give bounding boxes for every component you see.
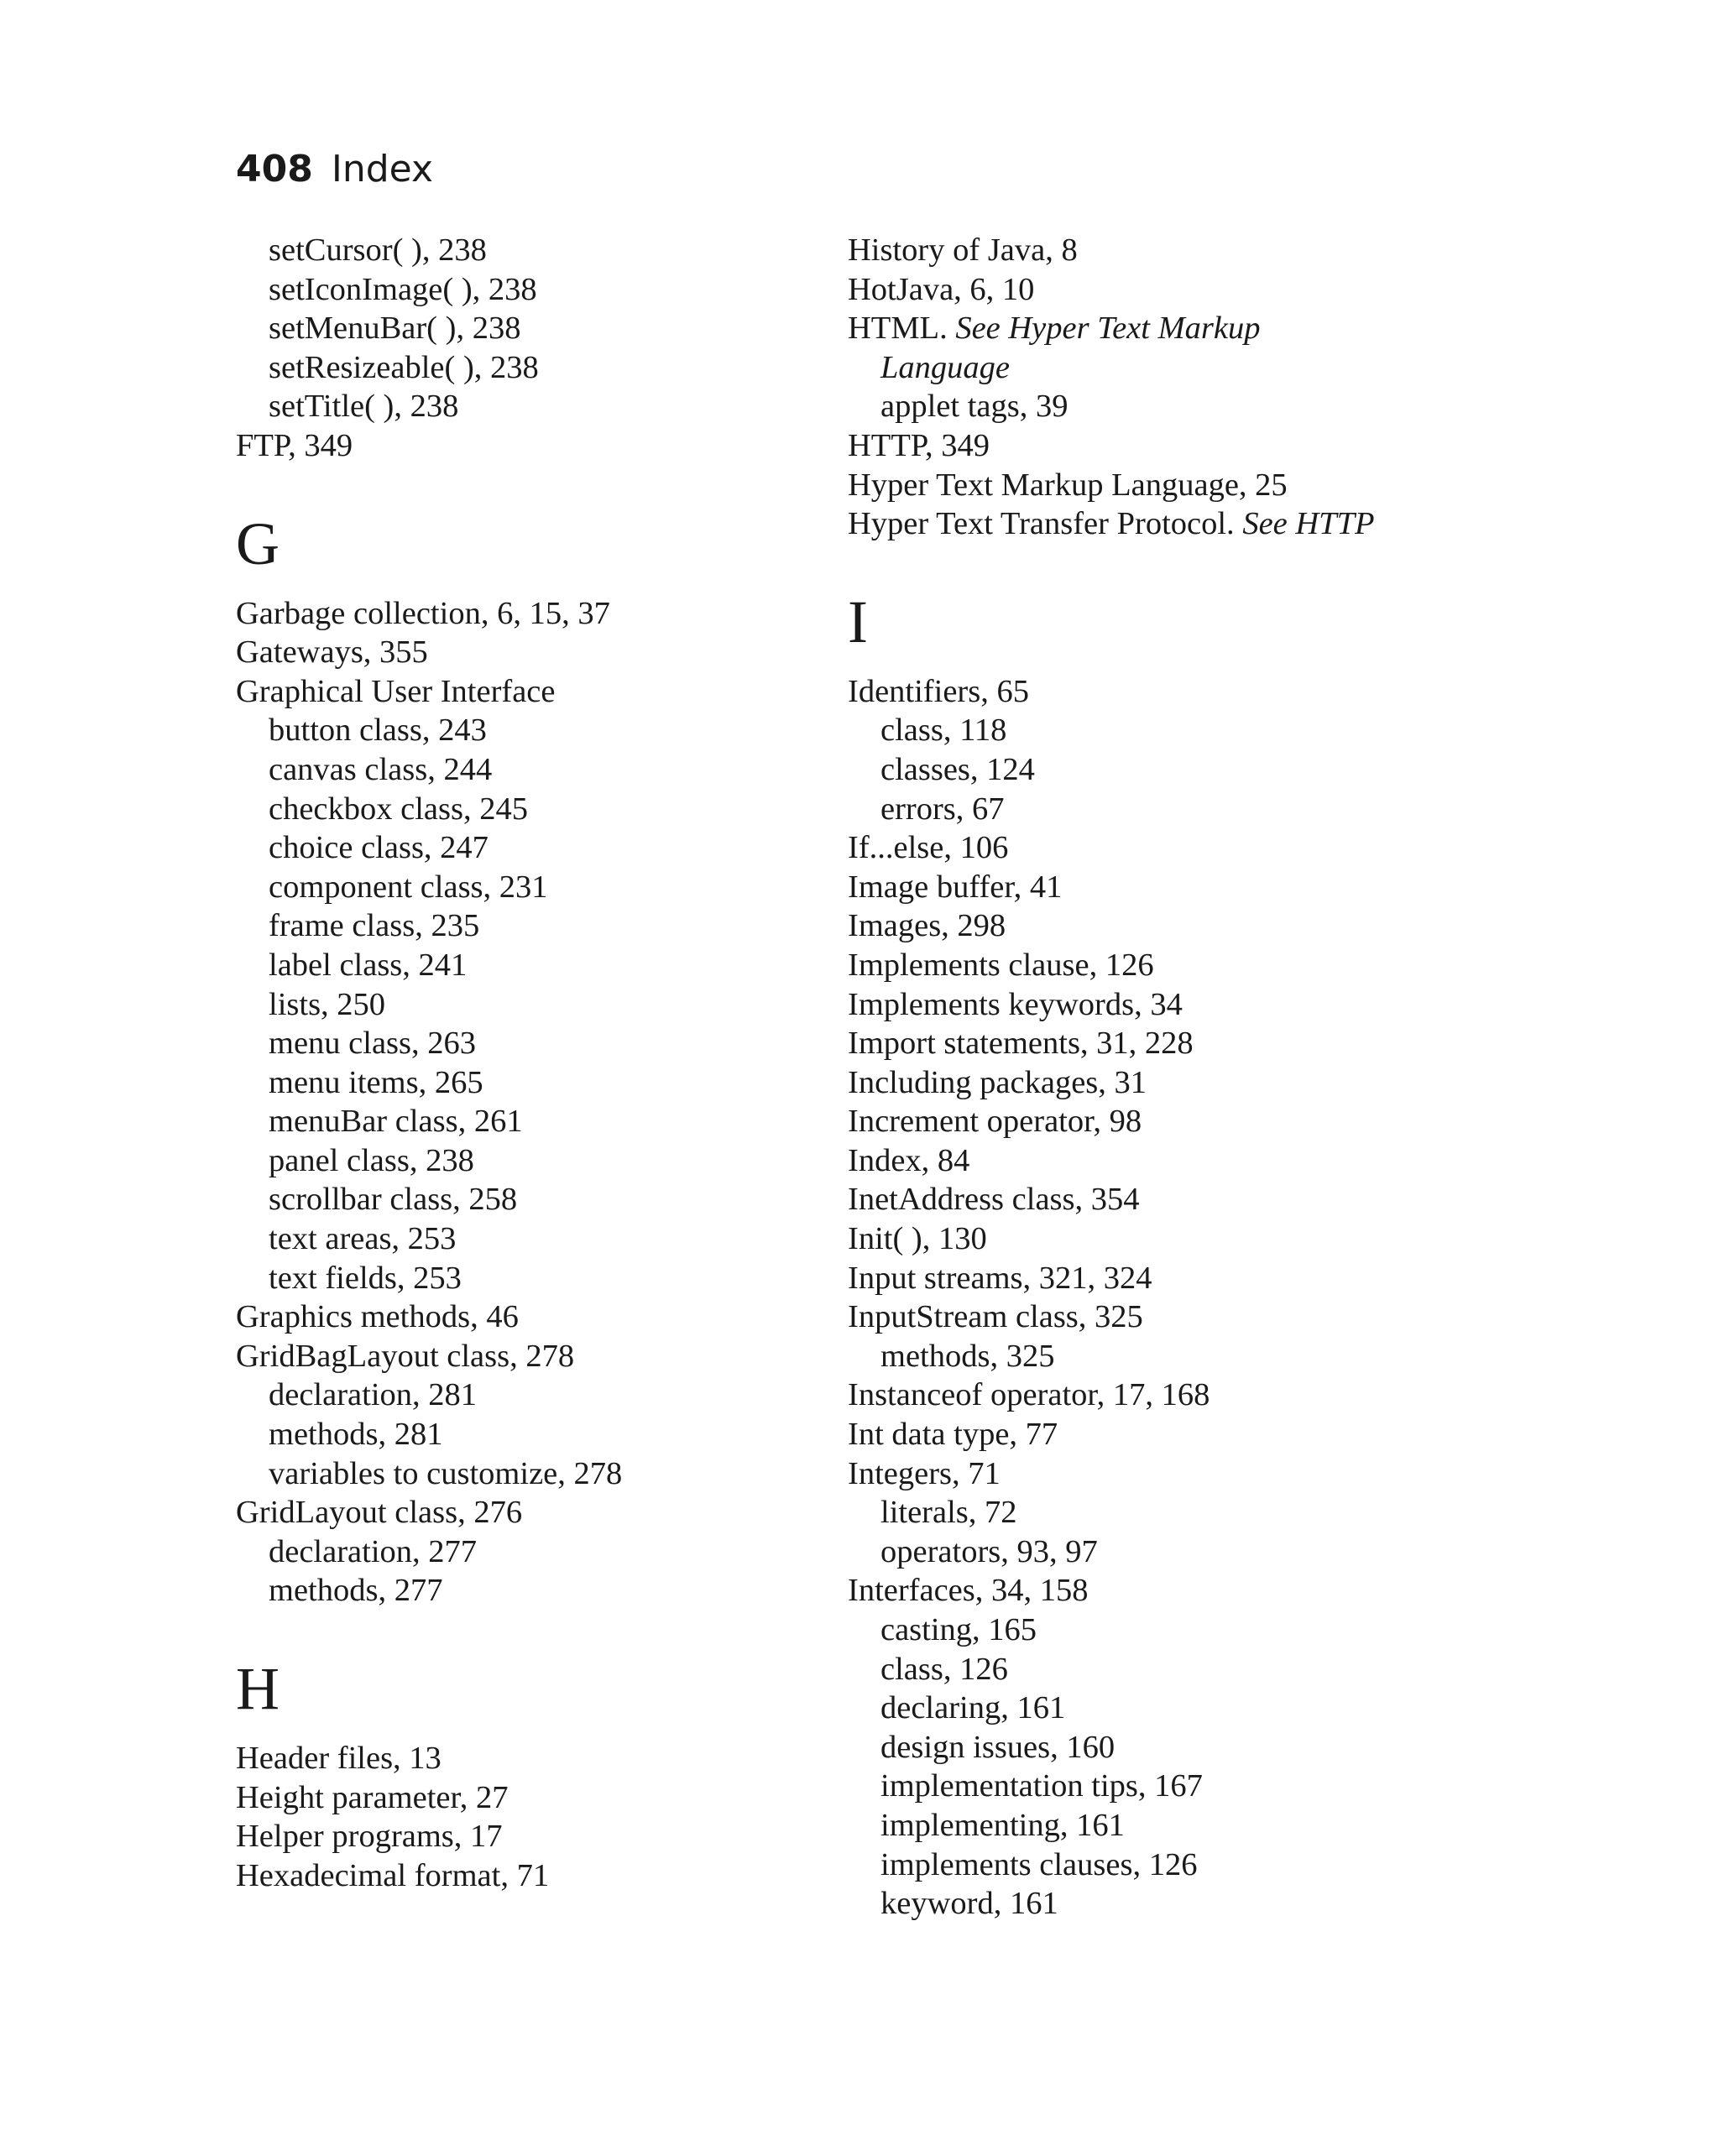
index-entry: Input streams, 321, 324 [848,1260,1152,1296]
index-subentry: methods, 325 [880,1338,1055,1374]
index-entry: GridLayout class, 276 [236,1495,523,1531]
index-entry-hyper-text-transfer [848,504,1519,544]
index-entry: Index, 84 [848,1142,970,1178]
index-entry: Height parameter, 27 [236,1779,509,1815]
index-subentry: canvas class, 244 [269,751,493,787]
index-entry: Hyper Text Markup Language, 25 [848,467,1288,503]
index-entry: Instanceof operator, 17, 168 [848,1377,1210,1413]
index-entry: Int data type, 77 [848,1417,1058,1453]
page-number: 408 [236,148,313,191]
index-subentry: button class, 243 [269,713,487,749]
index-subentry: keyword, 161 [880,1886,1058,1922]
index-subentry: setResizeable( ), 238 [269,349,539,385]
index-entry: Header files, 13 [236,1741,442,1776]
index-subentry: class, 126 [880,1651,1008,1687]
index-entry: InputStream class, 325 [848,1299,1143,1335]
index-entry: Increment operator, 98 [848,1104,1142,1140]
index-subentry: casting, 165 [880,1612,1037,1647]
i-entries [848,672,1519,1924]
index-subentry: setTitle( ), 238 [269,389,459,425]
index-column-left [236,231,857,1895]
index-subentry: variables to customize, 278 [269,1455,623,1491]
index-entry: Gateways, 355 [236,634,428,671]
index-subentry: menu items, 265 [269,1064,483,1100]
index-entry: Identifiers, 65 [848,673,1029,709]
entry-term: Hyper Text Transfer Protocol. [848,506,1243,542]
index-subentry: text fields, 253 [269,1260,462,1296]
index-entry: Interfaces, 34, 158 [848,1573,1089,1609]
index-entry: Import statements, 31, 228 [848,1026,1194,1062]
index-column-right [848,231,1519,1924]
running-title: Index [331,148,433,191]
index-entry: Integers, 71 [848,1455,1001,1491]
index-entry: Init( ), 130 [848,1221,987,1257]
see-reference: See HTTP [1242,506,1375,542]
index-entry: Hexadecimal format, 71 [236,1857,550,1893]
index-subentry: literals, 72 [880,1495,1017,1531]
index-subentry: menu class, 263 [269,1026,476,1062]
index-entry: FTP, 349 [236,427,353,463]
h-entries [236,1739,857,1895]
index-subentry: label class, 241 [269,947,468,983]
index-subentry: choice class, 247 [269,830,489,866]
index-subentry: classes, 124 [880,751,1035,787]
index-subentry: applet tags, 39 [880,389,1068,425]
index-subentry: operators, 93, 97 [880,1533,1098,1569]
g-entries [236,594,857,1610]
index-subentry: methods, 281 [269,1417,443,1453]
index-entry: Including packages, 31 [848,1064,1147,1100]
index-entry: Implements keywords, 34 [848,986,1183,1022]
index-entry: Graphical User Interface [236,673,556,709]
index-subentry: implements clauses, 126 [880,1846,1198,1882]
index-subentry: setMenuBar( ), 238 [269,311,521,347]
index-subentry: frame class, 235 [269,908,480,944]
index-subentry: setIconImage( ), 238 [269,271,537,307]
index-entry: Image buffer, 41 [848,869,1063,905]
index-subentry: errors, 67 [880,791,1005,827]
index-subentry: implementing, 161 [880,1807,1125,1843]
index-entry: HotJava, 6, 10 [848,271,1035,307]
index-subentry: setCursor( ), 238 [269,232,487,268]
index-subentry: declaration, 277 [269,1533,478,1569]
index-subentry: implementation tips, 167 [880,1768,1203,1804]
index-entry-html [848,309,1519,348]
index-subentry: class, 118 [880,713,1007,749]
index-entry: HTTP, 349 [848,427,990,463]
index-subentry: menuBar class, 261 [269,1104,523,1140]
index-entry: Implements clause, 126 [848,947,1154,983]
index-subentry: declaring, 161 [880,1690,1066,1726]
section-letter-g: G [236,509,280,577]
see-reference-continuation: Language [880,349,1010,385]
see-reference: See Hyper Text Markup [955,311,1261,347]
index-entry: Images, 298 [848,908,1006,944]
index-subentry: declaration, 281 [269,1377,478,1413]
h-entries-continued [848,231,1519,544]
index-subentry: lists, 250 [269,986,386,1022]
index-subentry: text areas, 253 [269,1221,457,1257]
index-subentry: panel class, 238 [269,1142,474,1178]
index-subentry: checkbox class, 245 [269,791,528,827]
index-subentry: scrollbar class, 258 [269,1182,518,1218]
index-entry: Garbage collection, 6, 15, 37 [236,595,610,631]
index-entry: If...else, 106 [848,830,1009,866]
index-subentry: design issues, 160 [880,1729,1116,1765]
index-subentry: component class, 231 [269,869,548,905]
index-entry: Helper programs, 17 [236,1819,503,1855]
index-entry: GridBagLayout class, 278 [236,1338,575,1374]
index-entry: InetAddress class, 354 [848,1182,1140,1218]
index-entry: History of Java, 8 [848,232,1078,268]
index-entry: Graphics methods, 46 [236,1299,519,1335]
index-subentry: methods, 277 [269,1573,443,1609]
section-letter-i: I [848,587,868,655]
entry-term: HTML. [848,311,956,347]
section-letter-h: H [236,1655,280,1722]
page-header [236,144,433,195]
f-entries-continued [236,231,857,466]
